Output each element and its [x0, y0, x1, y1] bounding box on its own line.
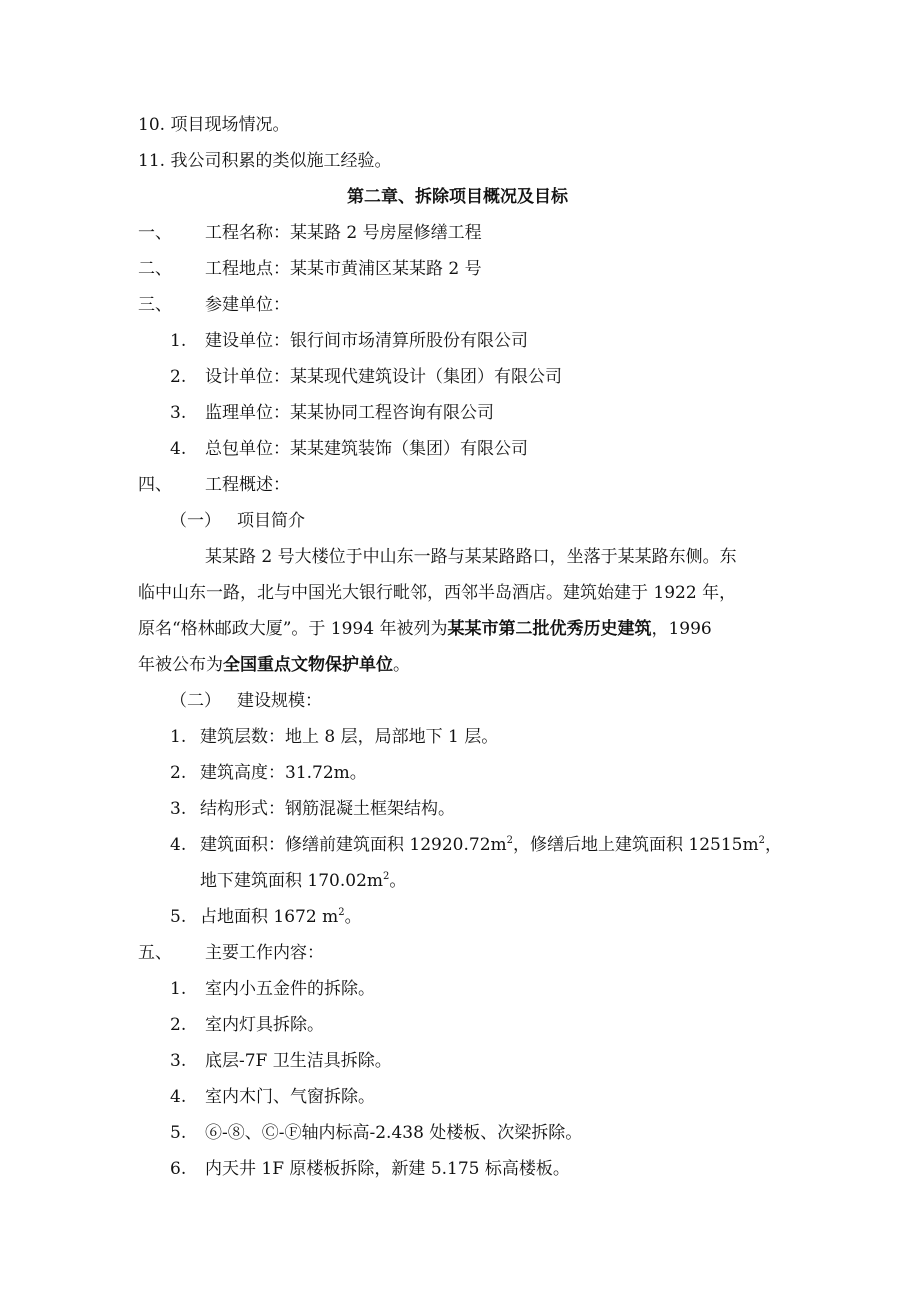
- list-number: 3.: [170, 1051, 187, 1071]
- area-text: 地下建筑面积 170.02m: [200, 871, 384, 891]
- paragraph-line: 某某路 2 号大楼位于中山东一路与某某路路口，坐落于某某路东侧。东: [205, 547, 737, 567]
- subsection-number: （二）: [170, 691, 221, 711]
- list-item: 11. 我公司积累的类似施工经验。: [138, 151, 392, 171]
- area-text: 。: [344, 907, 362, 927]
- paragraph-line: 临中山东一路，北与中国光大银行毗邻，西邻半岛酒店。建筑始建于 1922 年，: [138, 583, 737, 603]
- participant-item: 监理单位：某某协同工程咨询有限公司: [205, 403, 494, 423]
- work-item: 室内木门、气窗拆除。: [205, 1087, 375, 1107]
- area-text: ，修缮后地上建筑面积 12515m: [513, 835, 759, 855]
- section-heading: 参建单位：: [205, 295, 290, 315]
- list-item: 10. 项目现场情况。: [138, 115, 290, 135]
- section-number: 一、: [138, 223, 172, 243]
- emphasis-text: 某某市第二批优秀历史建筑: [447, 619, 652, 639]
- list-number: 3.: [170, 403, 187, 423]
- work-item: 内天井 1F 原楼板拆除，新建 5.175 标高楼板。: [205, 1159, 570, 1179]
- work-item: 室内小五金件的拆除。: [205, 979, 375, 999]
- paragraph-text: 原名“格林邮政大厦”。于 1994 年被列为: [138, 619, 448, 639]
- list-number: 1.: [170, 727, 187, 747]
- section-number: 三、: [138, 295, 172, 315]
- work-item: 室内灯具拆除。: [205, 1015, 324, 1035]
- superscript: 2: [758, 835, 765, 846]
- section-heading: 主要工作内容：: [205, 943, 324, 963]
- area-text: ，: [765, 835, 782, 855]
- paragraph-text: ，1996: [651, 619, 712, 639]
- list-number: 5.: [170, 907, 187, 927]
- list-number: 6.: [170, 1159, 187, 1179]
- area-text: 占地面积 1672 m: [200, 907, 339, 927]
- list-number: 1.: [170, 979, 187, 999]
- list-number: 4.: [170, 439, 187, 459]
- list-number: 4.: [170, 1087, 187, 1107]
- subsection-heading: 建设规模：: [237, 691, 322, 711]
- paragraph-text: 年被公布为: [138, 655, 223, 675]
- scale-item: 结构形式：钢筋混凝土框架结构。: [200, 799, 455, 819]
- scale-item: 建筑层数：地上 8 层，局部地下 1 层。: [200, 727, 499, 747]
- list-number: 2.: [170, 763, 187, 783]
- list-number: 4.: [170, 835, 187, 855]
- chapter-title: 第二章、拆除项目概况及目标: [347, 187, 568, 207]
- section-heading: 工程地点：某某市黄浦区某某路 2 号: [205, 259, 482, 279]
- section-heading: 工程概述：: [205, 475, 290, 495]
- paragraph-line: [138, 617, 712, 641]
- section-heading: 工程名称：某某路 2 号房屋修缮工程: [205, 223, 482, 243]
- section-number: 二、: [138, 259, 172, 279]
- list-number: 1.: [170, 331, 187, 351]
- emphasis-text: 全国重点文物保护单位: [223, 655, 393, 675]
- subsection-number: （一）: [170, 511, 221, 531]
- scale-item-continued: [200, 869, 406, 893]
- participant-item: 建设单位：银行间市场清算所股份有限公司: [205, 331, 528, 351]
- list-number: 5.: [170, 1123, 187, 1143]
- work-item: ⑥-⑧、Ⓒ-Ⓕ轴内标高-2.438 处楼板、次梁拆除。: [205, 1123, 583, 1143]
- paragraph-line: [138, 653, 410, 677]
- list-number: 2.: [170, 367, 187, 387]
- subsection-heading: 项目简介: [237, 511, 305, 531]
- participant-item: 设计单位：某某现代建筑设计（集团）有限公司: [205, 367, 562, 387]
- participant-item: 总包单位：某某建筑装饰（集团）有限公司: [205, 439, 528, 459]
- scale-item: [200, 833, 782, 857]
- paragraph-text: 。: [393, 655, 410, 675]
- superscript: 2: [383, 871, 390, 882]
- list-number: 2.: [170, 1015, 187, 1035]
- section-number: 五、: [138, 943, 172, 963]
- superscript: 2: [506, 835, 514, 846]
- area-text: 。: [389, 871, 407, 891]
- scale-item: 建筑高度：31.72m。: [200, 763, 367, 783]
- superscript: 2: [338, 907, 345, 918]
- area-text: 建筑面积：修缮前建筑面积 12920.72m: [200, 835, 507, 855]
- list-number: 3.: [170, 799, 187, 819]
- work-item: 底层-7F 卫生洁具拆除。: [205, 1051, 392, 1071]
- section-number: 四、: [138, 475, 172, 495]
- scale-item: [200, 905, 362, 929]
